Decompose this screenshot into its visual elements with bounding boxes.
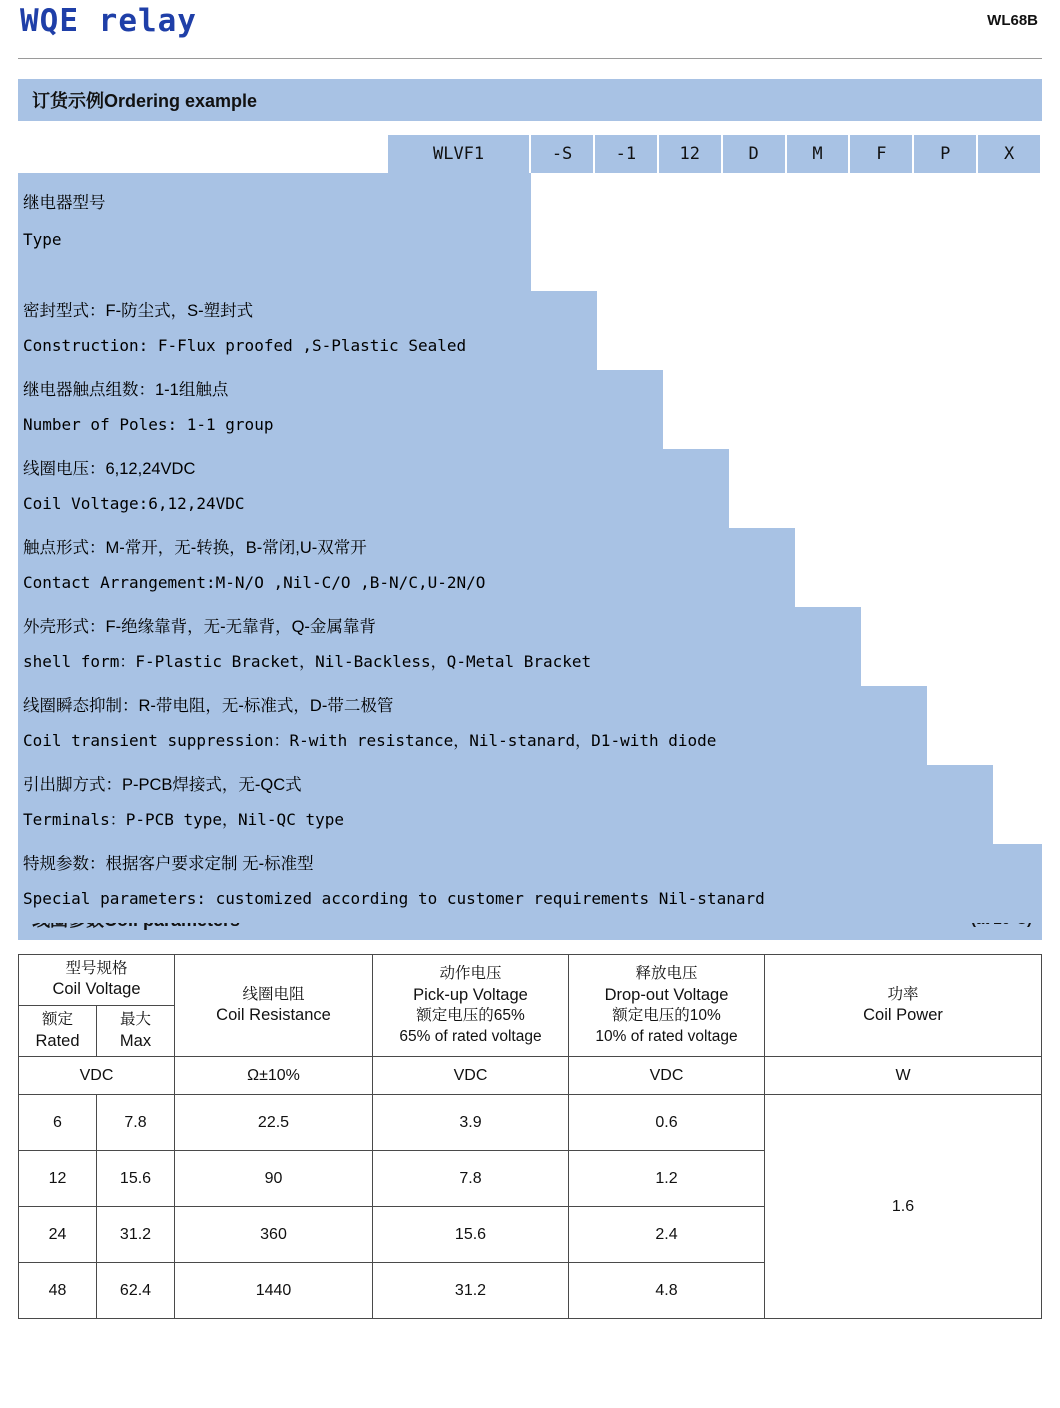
ordering-row-coil-voltage <box>18 449 1042 528</box>
row-label-en: Construction: F-Flux proofed ,S-Plastic Sealed <box>23 335 467 355</box>
page-header <box>18 0 1042 56</box>
cell-pickup: 31.2 <box>373 1263 569 1319</box>
row-label-cn: 触点形式：M-常开，无-转换，B-常闭,U-双常开 <box>23 539 367 557</box>
header-coil-resistance-en: Coil Resistance <box>216 1006 331 1025</box>
header-rated <box>19 1006 97 1057</box>
cell-dropout: 2.4 <box>569 1207 765 1263</box>
cell-rated: 12 <box>19 1151 97 1207</box>
section-bar-ordering <box>18 79 1042 121</box>
row-label-en: Type <box>23 229 62 249</box>
header-coil-resistance <box>175 955 373 1057</box>
header-dropout-voltage-cn: 释放电压 <box>635 965 698 983</box>
header-dropout-voltage <box>569 955 765 1057</box>
cell-max: 31.2 <box>97 1207 175 1263</box>
cell-rated: 6 <box>19 1095 97 1151</box>
code-cell-poles: -1 <box>595 135 659 173</box>
row-label-cn: 线圈瞬态抑制：R-带电阻，无-标准式，D-带二极管 <box>23 697 394 715</box>
ordering-example-diagram <box>18 135 1042 908</box>
ordering-row-construction <box>18 291 1042 370</box>
row-label-cn: 外壳形式：F-绝缘靠背，无-无靠背，Q-金属靠背 <box>23 618 376 636</box>
table-row <box>19 1095 1042 1151</box>
ordering-row-type <box>18 173 1042 291</box>
cell-coil-power: 1.6 <box>765 1095 1042 1319</box>
document-code: WL68B <box>987 12 1038 29</box>
row-label-en: Special parameters: customized according to customer requirements Nil-stanard <box>23 888 765 908</box>
code-cell-suppression: F <box>850 135 914 173</box>
cell-resistance: 1440 <box>175 1263 373 1319</box>
header-coil-resistance-cn: 线圈电阻 <box>242 985 305 1003</box>
code-cell-shell: M <box>787 135 851 173</box>
brand-title: WQE relay <box>20 3 197 39</box>
cell-resistance: 90 <box>175 1151 373 1207</box>
code-cell-contact: D <box>723 135 787 173</box>
header-max <box>97 1006 175 1057</box>
header-max-cn: 最大 <box>119 1011 151 1029</box>
unit-pickup: VDC <box>373 1057 569 1095</box>
header-pickup-note-en: 65% of rated voltage <box>399 1027 542 1045</box>
header-coil-power-en: Coil Power <box>863 1006 943 1025</box>
row-label-en: shell form：F-Plastic Bracket，Nil-Backless，Q-Metal Bracket <box>23 651 592 671</box>
header-coil-power-cn: 功率 <box>887 985 919 1003</box>
header-rated-en: Rated <box>35 1031 80 1050</box>
row-label-en: Contact Arrangement:M-N/O ,Nil-C/O ,B-N/C,U-2N/O <box>23 572 486 592</box>
row-label-cn: 密封型式：F-防尘式，S-塑封式 <box>23 302 254 320</box>
header-max-en: Max <box>119 1031 152 1050</box>
row-label-cn: 线圈电压：6,12,24VDC <box>23 460 196 478</box>
cell-max: 7.8 <box>97 1095 175 1151</box>
header-dropout-note-en: 10% of rated voltage <box>595 1027 738 1045</box>
row-label-cn: 继电器型号 <box>23 194 106 212</box>
row-label-cn: 继电器触点组数：1-1组触点 <box>23 381 229 399</box>
unit-power: W <box>765 1057 1042 1095</box>
cell-dropout: 0.6 <box>569 1095 765 1151</box>
coil-parameters-table <box>18 954 1042 1319</box>
unit-resistance: Ω±10% <box>175 1057 373 1095</box>
ordering-row-special-parameters <box>18 844 1042 923</box>
ordering-row-contact-arrangement <box>18 528 1042 607</box>
ordering-row-poles <box>18 370 1042 449</box>
row-label-en: Terminals：P-PCB type，Nil-QC type <box>23 809 344 829</box>
header-rated-cn: 额定 <box>41 1011 73 1029</box>
code-cell-special: X <box>978 135 1042 173</box>
row-label-cn: 特规参数：根据客户要求定制 无-标准型 <box>23 855 314 873</box>
ordering-code-row <box>388 135 1042 173</box>
ordering-legend-rows <box>18 173 1042 923</box>
code-cell-terminals: P <box>914 135 978 173</box>
cell-max: 62.4 <box>97 1263 175 1319</box>
table-units-row <box>19 1057 1042 1095</box>
cell-resistance: 360 <box>175 1207 373 1263</box>
header-pickup-note-cn: 额定电压的65% <box>416 1007 525 1025</box>
header-dropout-note-cn: 额定电压的10% <box>612 1007 721 1025</box>
header-dropout-voltage-en: Drop-out Voltage <box>604 985 729 1004</box>
cell-dropout: 4.8 <box>569 1263 765 1319</box>
ordering-row-terminals <box>18 765 1042 844</box>
cell-max: 15.6 <box>97 1151 175 1207</box>
code-cell-construction: -S <box>531 135 595 173</box>
row-label-en: Coil Voltage:6,12,24VDC <box>23 493 245 513</box>
cell-dropout: 1.2 <box>569 1151 765 1207</box>
cell-rated: 24 <box>19 1207 97 1263</box>
cell-pickup: 7.8 <box>373 1151 569 1207</box>
header-pickup-voltage <box>373 955 569 1057</box>
section-title-ordering: 订货示例Ordering example <box>32 91 258 111</box>
cell-pickup: 3.9 <box>373 1095 569 1151</box>
unit-voltage: VDC <box>19 1057 175 1095</box>
row-label-en: Coil transient suppression：R-with resistance，Nil-stanard，D1-with diode <box>23 730 717 750</box>
cell-rated: 48 <box>19 1263 97 1319</box>
cell-resistance: 22.5 <box>175 1095 373 1151</box>
header-coil-voltage <box>19 955 175 1006</box>
header-pickup-voltage-en: Pick-up Voltage <box>413 985 528 1004</box>
header-coil-power <box>765 955 1042 1057</box>
unit-dropout: VDC <box>569 1057 765 1095</box>
table-header-row-1 <box>19 955 1042 1006</box>
ordering-row-transient-suppression <box>18 686 1042 765</box>
header-coil-voltage-cn: 型号规格 <box>65 960 128 977</box>
header-coil-voltage-en: Coil Voltage <box>52 980 141 999</box>
header-divider <box>18 58 1042 59</box>
code-cell-type: WLVF1 <box>388 135 531 173</box>
header-pickup-voltage-cn: 动作电压 <box>439 965 502 983</box>
code-cell-voltage: 12 <box>659 135 723 173</box>
cell-pickup: 15.6 <box>373 1207 569 1263</box>
row-label-cn: 引出脚方式：P-PCB焊接式，无-QC式 <box>23 776 302 794</box>
ordering-row-shell-form <box>18 607 1042 686</box>
row-label-en: Number of Poles: 1-1 group <box>23 414 274 434</box>
